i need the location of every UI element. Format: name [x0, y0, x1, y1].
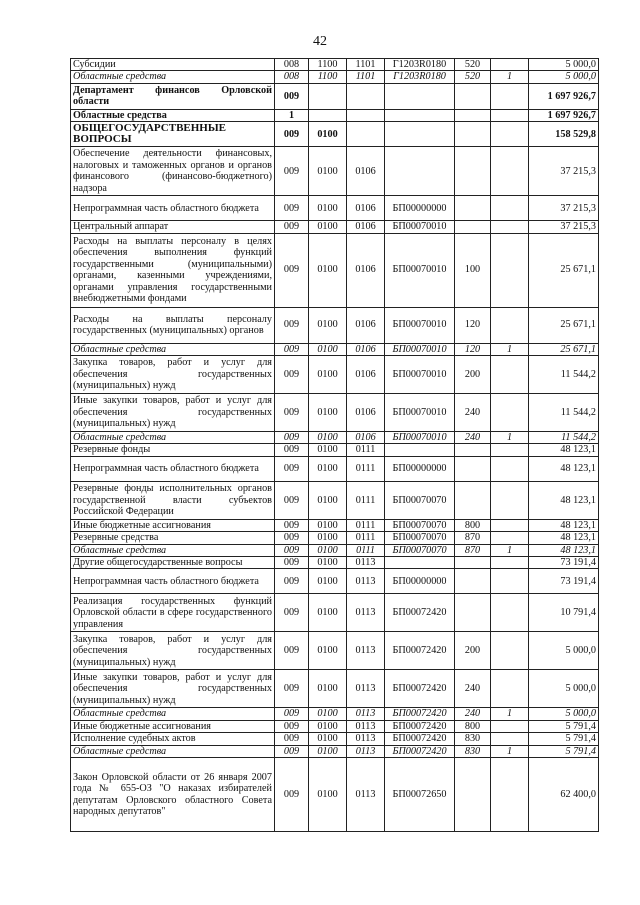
- amount-cell: 11 544,2: [529, 432, 599, 444]
- target-article-cell: [385, 557, 455, 569]
- expense-type-cell: 800: [455, 720, 491, 732]
- table-row: [71, 708, 599, 720]
- section-code-cell: 0100: [309, 307, 347, 343]
- table-row: [71, 481, 599, 519]
- table-row: [71, 557, 599, 569]
- amount-cell: 5 000,0: [529, 670, 599, 708]
- section-code-cell: 0100: [309, 532, 347, 544]
- expense-type-cell: [455, 758, 491, 832]
- expense-type-cell: [455, 122, 491, 147]
- amount-cell: 62 400,0: [529, 758, 599, 832]
- target-article-cell: БП00070070: [385, 481, 455, 519]
- funding-source-cell: [491, 758, 529, 832]
- section-code-cell: 0100: [309, 356, 347, 394]
- section-code-cell: 0100: [309, 544, 347, 556]
- section-code-cell: 0100: [309, 569, 347, 594]
- section-code-cell: 0100: [309, 432, 347, 444]
- section-code-cell: 0100: [309, 122, 347, 147]
- row-name-cell: Областные средства: [71, 71, 275, 83]
- amount-cell: 48 123,1: [529, 444, 599, 456]
- target-article-cell: БП00070010: [385, 343, 455, 355]
- subsection-code-cell: 0106: [347, 394, 385, 432]
- section-code-cell: [309, 83, 347, 109]
- funding-source-cell: [491, 594, 529, 632]
- row-name-cell: ОБЩЕГОСУДАРСТВЕННЫЕ ВОПРОСЫ: [71, 122, 275, 147]
- expense-type-cell: 120: [455, 343, 491, 355]
- page-number: 42: [313, 34, 327, 49]
- funding-source-cell: [491, 532, 529, 544]
- ved-code-cell: 009: [275, 394, 309, 432]
- subsection-code-cell: 0113: [347, 758, 385, 832]
- table-row: [71, 733, 599, 745]
- expense-type-cell: [455, 196, 491, 221]
- row-name-cell: Непрограммная часть областного бюджета: [71, 456, 275, 481]
- table-row: [71, 670, 599, 708]
- section-code-cell: 0100: [309, 221, 347, 233]
- ved-code-cell: 1: [275, 109, 309, 121]
- subsection-code-cell: 0106: [347, 432, 385, 444]
- table-row: [71, 307, 599, 343]
- row-name-cell: Иные бюджетные ассигнования: [71, 720, 275, 732]
- table-row: [71, 532, 599, 544]
- row-name-cell: Областные средства: [71, 708, 275, 720]
- row-name-cell: Департамент финансов Орловской области: [71, 83, 275, 109]
- subsection-code-cell: 0113: [347, 733, 385, 745]
- subsection-code-cell: 0113: [347, 670, 385, 708]
- ved-code-cell: 009: [275, 444, 309, 456]
- ved-code-cell: 009: [275, 481, 309, 519]
- subsection-code-cell: 1101: [347, 71, 385, 83]
- ved-code-cell: 009: [275, 307, 309, 343]
- target-article-cell: БП00070010: [385, 432, 455, 444]
- amount-cell: 37 215,3: [529, 147, 599, 196]
- target-article-cell: БП00072420: [385, 594, 455, 632]
- target-article-cell: [385, 147, 455, 196]
- row-name-cell: Обеспечение деятельности финансовых, налоговых и таможенных органов и органов финансового (финансово-бюджетного) надзора: [71, 147, 275, 196]
- expense-type-cell: [455, 569, 491, 594]
- table-row: [71, 196, 599, 221]
- funding-source-cell: [491, 519, 529, 531]
- expense-type-cell: [455, 456, 491, 481]
- funding-source-cell: [491, 233, 529, 307]
- table-row: [71, 59, 599, 71]
- subsection-code-cell: 0111: [347, 444, 385, 456]
- target-article-cell: БП00072420: [385, 733, 455, 745]
- funding-source-cell: [491, 632, 529, 670]
- expense-type-cell: 240: [455, 394, 491, 432]
- amount-cell: 5 791,4: [529, 720, 599, 732]
- table-row: [71, 569, 599, 594]
- expense-type-cell: [455, 83, 491, 109]
- section-code-cell: 1100: [309, 71, 347, 83]
- ved-code-cell: 009: [275, 708, 309, 720]
- table-row: [71, 109, 599, 121]
- row-name-cell: Расходы на выплаты персоналу в целях обеспечения выполнения функций государственными (муниципальными) органами, казенными учреждениями, органами управления государственными внебюджетными фондами: [71, 233, 275, 307]
- expense-type-cell: 240: [455, 432, 491, 444]
- expense-type-cell: 870: [455, 532, 491, 544]
- funding-source-cell: [491, 83, 529, 109]
- target-article-cell: [385, 122, 455, 147]
- ved-code-cell: 009: [275, 456, 309, 481]
- row-name-cell: Резервные средства: [71, 532, 275, 544]
- amount-cell: 25 671,1: [529, 233, 599, 307]
- expense-type-cell: [455, 481, 491, 519]
- ved-code-cell: 009: [275, 532, 309, 544]
- funding-source-cell: [491, 733, 529, 745]
- funding-source-cell: [491, 221, 529, 233]
- expense-type-cell: 100: [455, 233, 491, 307]
- ved-code-cell: 008: [275, 71, 309, 83]
- funding-source-cell: 1: [491, 745, 529, 757]
- budget-table-body: [71, 59, 599, 832]
- funding-source-cell: [491, 196, 529, 221]
- target-article-cell: БП00000000: [385, 569, 455, 594]
- target-article-cell: БП00070010: [385, 221, 455, 233]
- table-row: [71, 432, 599, 444]
- table-row: [71, 343, 599, 355]
- amount-cell: 25 671,1: [529, 307, 599, 343]
- table-row: [71, 83, 599, 109]
- row-name-cell: Закупка товаров, работ и услуг для обеспечения государственных (муниципальных) нужд: [71, 632, 275, 670]
- row-name-cell: Непрограммная часть областного бюджета: [71, 196, 275, 221]
- row-name-cell: Закупка товаров, работ и услуг для обеспечения государственных (муниципальных) нужд: [71, 356, 275, 394]
- ved-code-cell: 009: [275, 233, 309, 307]
- subsection-code-cell: 0113: [347, 594, 385, 632]
- funding-source-cell: [491, 456, 529, 481]
- section-code-cell: 0100: [309, 758, 347, 832]
- funding-source-cell: [491, 720, 529, 732]
- expense-type-cell: 200: [455, 632, 491, 670]
- target-article-cell: БП00072420: [385, 745, 455, 757]
- row-name-cell: Иные закупки товаров, работ и услуг для обеспечения государственных (муниципальных) нужд: [71, 394, 275, 432]
- amount-cell: 37 215,3: [529, 221, 599, 233]
- section-code-cell: 0100: [309, 708, 347, 720]
- section-code-cell: 0100: [309, 720, 347, 732]
- expense-type-cell: [455, 444, 491, 456]
- target-article-cell: БП00072420: [385, 708, 455, 720]
- row-name-cell: Областные средства: [71, 745, 275, 757]
- subsection-code-cell: 0111: [347, 519, 385, 531]
- amount-cell: 48 123,1: [529, 481, 599, 519]
- funding-source-cell: [491, 307, 529, 343]
- row-name-cell: Исполнение судебных актов: [71, 733, 275, 745]
- row-name-cell: Резервные фонды: [71, 444, 275, 456]
- table-row: [71, 444, 599, 456]
- subsection-code-cell: 0106: [347, 307, 385, 343]
- table-row: [71, 519, 599, 531]
- subsection-code-cell: 0113: [347, 632, 385, 670]
- funding-source-cell: [491, 356, 529, 394]
- funding-source-cell: 1: [491, 544, 529, 556]
- table-row: [71, 632, 599, 670]
- table-row: [71, 594, 599, 632]
- row-name-cell: Областные средства: [71, 432, 275, 444]
- subsection-code-cell: [347, 122, 385, 147]
- section-code-cell: 0100: [309, 632, 347, 670]
- row-name-cell: Областные средства: [71, 343, 275, 355]
- ved-code-cell: 009: [275, 632, 309, 670]
- expense-type-cell: 200: [455, 356, 491, 394]
- subsection-code-cell: 0111: [347, 544, 385, 556]
- section-code-cell: 0100: [309, 670, 347, 708]
- ved-code-cell: 009: [275, 356, 309, 394]
- amount-cell: 5 791,4: [529, 733, 599, 745]
- table-row: [71, 71, 599, 83]
- target-article-cell: БП00070010: [385, 356, 455, 394]
- ved-code-cell: 009: [275, 720, 309, 732]
- ved-code-cell: 009: [275, 557, 309, 569]
- ved-code-cell: 009: [275, 432, 309, 444]
- ved-code-cell: 009: [275, 221, 309, 233]
- amount-cell: 48 123,1: [529, 519, 599, 531]
- expense-type-cell: 240: [455, 670, 491, 708]
- table-row: [71, 456, 599, 481]
- ved-code-cell: 009: [275, 745, 309, 757]
- section-code-cell: 0100: [309, 745, 347, 757]
- row-name-cell: Центральный аппарат: [71, 221, 275, 233]
- expense-type-cell: 870: [455, 544, 491, 556]
- row-name-cell: Реализация государственных функций Орловской области в сфере государственного управления: [71, 594, 275, 632]
- row-name-cell: Областные средства: [71, 544, 275, 556]
- target-article-cell: [385, 444, 455, 456]
- section-code-cell: 0100: [309, 147, 347, 196]
- amount-cell: 158 529,8: [529, 122, 599, 147]
- table-row: [71, 122, 599, 147]
- target-article-cell: Г1203R0180: [385, 71, 455, 83]
- subsection-code-cell: 0113: [347, 569, 385, 594]
- target-article-cell: БП00070070: [385, 532, 455, 544]
- expense-type-cell: [455, 109, 491, 121]
- target-article-cell: БП00072420: [385, 632, 455, 670]
- ved-code-cell: 009: [275, 519, 309, 531]
- target-article-cell: [385, 109, 455, 121]
- subsection-code-cell: [347, 109, 385, 121]
- table-row: [71, 394, 599, 432]
- ved-code-cell: 009: [275, 544, 309, 556]
- amount-cell: 73 191,4: [529, 557, 599, 569]
- target-article-cell: БП00070010: [385, 394, 455, 432]
- row-name-cell: Закон Орловской области от 26 января 2007 года № 655-ОЗ "О наказах избирателей депутатам Орловского областного Совета народных депутатов": [71, 758, 275, 832]
- ved-code-cell: 009: [275, 83, 309, 109]
- amount-cell: 10 791,4: [529, 594, 599, 632]
- funding-source-cell: [491, 670, 529, 708]
- amount-cell: 48 123,1: [529, 456, 599, 481]
- table-row: [71, 147, 599, 196]
- amount-cell: 5 000,0: [529, 632, 599, 670]
- amount-cell: 5 000,0: [529, 71, 599, 83]
- expense-type-cell: [455, 147, 491, 196]
- expense-type-cell: 520: [455, 59, 491, 71]
- target-article-cell: БП00072650: [385, 758, 455, 832]
- subsection-code-cell: 0111: [347, 456, 385, 481]
- section-code-cell: 1100: [309, 59, 347, 71]
- funding-source-cell: [491, 122, 529, 147]
- funding-source-cell: [491, 557, 529, 569]
- row-name-cell: Расходы на выплаты персоналу государственных (муниципальных) органов: [71, 307, 275, 343]
- section-code-cell: [309, 109, 347, 121]
- expense-type-cell: 800: [455, 519, 491, 531]
- subsection-code-cell: 0106: [347, 147, 385, 196]
- section-code-cell: 0100: [309, 594, 347, 632]
- subsection-code-cell: 0106: [347, 233, 385, 307]
- amount-cell: 73 191,4: [529, 569, 599, 594]
- ved-code-cell: 009: [275, 343, 309, 355]
- table-row: [71, 544, 599, 556]
- section-code-cell: 0100: [309, 456, 347, 481]
- target-article-cell: БП00000000: [385, 196, 455, 221]
- subsection-code-cell: 0106: [347, 221, 385, 233]
- row-name-cell: Резервные фонды исполнительных органов государственной власти субъектов Российской Федерации: [71, 481, 275, 519]
- section-code-cell: 0100: [309, 196, 347, 221]
- funding-source-cell: [491, 444, 529, 456]
- subsection-code-cell: 0106: [347, 343, 385, 355]
- amount-cell: 25 671,1: [529, 343, 599, 355]
- section-code-cell: 0100: [309, 519, 347, 531]
- target-article-cell: БП00072420: [385, 720, 455, 732]
- amount-cell: 1 697 926,7: [529, 83, 599, 109]
- expense-type-cell: [455, 221, 491, 233]
- section-code-cell: 0100: [309, 733, 347, 745]
- ved-code-cell: 009: [275, 733, 309, 745]
- funding-source-cell: 1: [491, 432, 529, 444]
- table-row: [71, 745, 599, 757]
- funding-source-cell: [491, 59, 529, 71]
- funding-source-cell: 1: [491, 71, 529, 83]
- budget-table: [70, 58, 599, 832]
- funding-source-cell: [491, 481, 529, 519]
- ved-code-cell: 008: [275, 59, 309, 71]
- section-code-cell: 0100: [309, 557, 347, 569]
- ved-code-cell: 009: [275, 758, 309, 832]
- amount-cell: 11 544,2: [529, 394, 599, 432]
- ved-code-cell: 009: [275, 122, 309, 147]
- row-name-cell: Иные закупки товаров, работ и услуг для обеспечения государственных (муниципальных) нужд: [71, 670, 275, 708]
- amount-cell: 5 000,0: [529, 708, 599, 720]
- subsection-code-cell: 0111: [347, 532, 385, 544]
- amount-cell: 11 544,2: [529, 356, 599, 394]
- target-article-cell: БП00070070: [385, 519, 455, 531]
- funding-source-cell: [491, 569, 529, 594]
- subsection-code-cell: 0106: [347, 196, 385, 221]
- expense-type-cell: 830: [455, 745, 491, 757]
- subsection-code-cell: 0113: [347, 720, 385, 732]
- section-code-cell: 0100: [309, 481, 347, 519]
- subsection-code-cell: 0113: [347, 708, 385, 720]
- table-row: [71, 221, 599, 233]
- target-article-cell: БП00070070: [385, 544, 455, 556]
- table-row: [71, 233, 599, 307]
- subsection-code-cell: 0111: [347, 481, 385, 519]
- ved-code-cell: 009: [275, 196, 309, 221]
- subsection-code-cell: 0113: [347, 745, 385, 757]
- funding-source-cell: [491, 109, 529, 121]
- target-article-cell: БП00070010: [385, 233, 455, 307]
- row-name-cell: Непрограммная часть областного бюджета: [71, 569, 275, 594]
- ved-code-cell: 009: [275, 594, 309, 632]
- row-name-cell: Субсидии: [71, 59, 275, 71]
- target-article-cell: Г1203R0180: [385, 59, 455, 71]
- row-name-cell: Другие общегосударственные вопросы: [71, 557, 275, 569]
- subsection-code-cell: 1101: [347, 59, 385, 71]
- amount-cell: 48 123,1: [529, 532, 599, 544]
- ved-code-cell: 009: [275, 670, 309, 708]
- section-code-cell: 0100: [309, 343, 347, 355]
- target-article-cell: [385, 83, 455, 109]
- amount-cell: 37 215,3: [529, 196, 599, 221]
- target-article-cell: БП00000000: [385, 456, 455, 481]
- ved-code-cell: 009: [275, 569, 309, 594]
- table-row: [71, 758, 599, 832]
- expense-type-cell: [455, 557, 491, 569]
- funding-source-cell: [491, 147, 529, 196]
- amount-cell: 48 123,1: [529, 544, 599, 556]
- subsection-code-cell: 0113: [347, 557, 385, 569]
- expense-type-cell: [455, 594, 491, 632]
- target-article-cell: БП00070010: [385, 307, 455, 343]
- subsection-code-cell: 0106: [347, 356, 385, 394]
- row-name-cell: Областные средства: [71, 109, 275, 121]
- ved-code-cell: 009: [275, 147, 309, 196]
- target-article-cell: БП00072420: [385, 670, 455, 708]
- funding-source-cell: [491, 394, 529, 432]
- amount-cell: 1 697 926,7: [529, 109, 599, 121]
- table-row: [71, 720, 599, 732]
- section-code-cell: 0100: [309, 394, 347, 432]
- funding-source-cell: 1: [491, 708, 529, 720]
- table-row: [71, 356, 599, 394]
- row-name-cell: Иные бюджетные ассигнования: [71, 519, 275, 531]
- expense-type-cell: 120: [455, 307, 491, 343]
- expense-type-cell: 240: [455, 708, 491, 720]
- subsection-code-cell: [347, 83, 385, 109]
- expense-type-cell: 520: [455, 71, 491, 83]
- amount-cell: 5 791,4: [529, 745, 599, 757]
- expense-type-cell: 830: [455, 733, 491, 745]
- section-code-cell: 0100: [309, 233, 347, 307]
- amount-cell: 5 000,0: [529, 59, 599, 71]
- funding-source-cell: 1: [491, 343, 529, 355]
- section-code-cell: 0100: [309, 444, 347, 456]
